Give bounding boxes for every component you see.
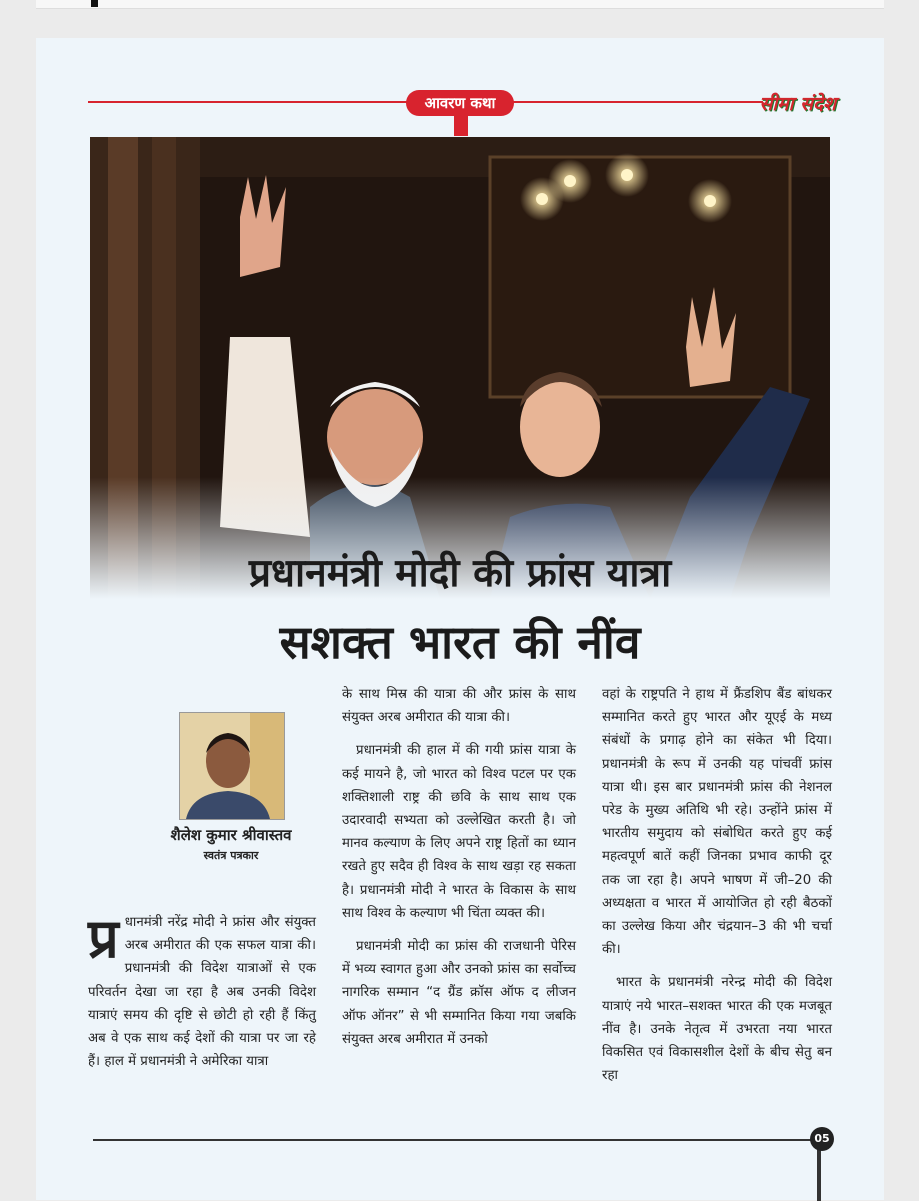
article-column-1 (88, 906, 316, 1083)
headline-line-2: सशक्त भारत की नींव (279, 615, 641, 669)
section-tag-stem (454, 112, 468, 136)
article-paragraph: के साथ मिस्र की यात्रा की और फ्रांस के साथ संयुक्त अरब अमीरात की यात्रा की। (342, 687, 576, 726)
footer-rule (93, 1139, 815, 1141)
cover-photo (90, 137, 830, 599)
magazine-page (36, 38, 884, 1200)
previous-page-edge (36, 0, 884, 9)
brand-logo: सीमा संदेश (759, 93, 836, 115)
author-role: स्वतंत्र पत्रकार (203, 849, 259, 862)
article-paragraph: भारत के प्रधानमंत्री नरेन्द्र मोदी की विदेश यात्राएं नये भारत–सशक्त भारत की एक मजबूत नींव है। उनके नेतृत्व में उभरता नया भारत विकसित एवं विकासशील देशों के बीच सेतु बन रहा (602, 975, 832, 1084)
headline-line-1: प्रधानमंत्री मोदी की फ्रांस यात्रा (248, 550, 672, 596)
article-paragraph (88, 906, 316, 1073)
page-edge-mark (91, 0, 98, 7)
article-paragraph: प्रधानमंत्री की हाल में की गयी फ्रांस यात्रा के कई मायने है, जो भारत को विश्व पटल पर एक शक्तिशाली राष्ट्र की छवि के साथ साथ एक उदारवादी सभ्यता को उल्लेखित करती है। जो मानव कल्याण के लिए अपने राष्ट्र हितों का ध्यान रखते हुए सदैव ही विश्व के साथ खड़ा रह सकता है। प्रधानमंत्री मोदी ने भारत के विकास के साथ साथ विश्व के कल्याण भी चिंता व्यक्त की। (342, 743, 576, 921)
drop-cap: प्र (88, 906, 119, 970)
paragraph-text: धानमंत्री नरेंद्र मोदी ने फ्रांस और संयुक्त अरब अमीरात की एक सफल यात्रा की। प्रधानमंत्री की विदेश यात्राओं से एक परिवर्तन देखा जा रहा है अब उनकी विदेश यात्राएं समय की दृष्टि से छोटी हो रही हैं किंतु अब वे एक साथ कई देशों की यात्रा पर जा रहे हैं। हाल में प्रधानमंत्री ने अमेरिका यात्रा (88, 915, 316, 1070)
section-tag: आवरण कथा (406, 90, 514, 116)
article-paragraph: प्रधानमंत्री मोदी का फ्रांस की राजधानी पेरिस में भव्य स्वागत हुआ और उनको फ्रांस का सर्वोच्च नागरिक सम्मान “द ग्रैंड क्रॉस ऑफ द लीजन ऑफ ऑनर” से भी सम्मानित किया गया जबकि संयुक्त अरब अमीरात में उनको (342, 939, 576, 1047)
article-column-3 (602, 683, 832, 1097)
article-paragraph: वहां के राष्ट्रपति ने हाथ में फ्रैंडशिप बैंड बांधकर सम्मानित करते हुए भारत और यूएई के मध्य संबंधों के प्रगाढ़ होने का संकेत भी दिया। प्रधानमंत्री के रूप में उनकी यह पांचवीं फ्रांस यात्रा थी। इस बार प्रधानमंत्री फ्रांस की नेशनल परेड के मुख्य अतिथि भी रहे। उन्होंने फ्रांस में भारतीय समुदाय को संबोधित करते हुए कई महत्वपूर्ण बातें कहीं जिनका प्रभाव काफी दूर तक जा रहा है। अपने भाषण में जी–20 की अध्यक्षता व भारत में आयोजित हो रही बैठकों का उल्लेख किया और चंद्रयान–3 की भी चर्चा की। (602, 687, 832, 958)
author-name: शैलेश कुमार श्रीवास्तव (170, 826, 292, 844)
author-avatar-illustration (180, 713, 284, 819)
page-number: 05 (810, 1127, 834, 1151)
author-photo (179, 712, 285, 820)
cover-photo-illustration (90, 137, 830, 599)
article-column-2 (342, 683, 576, 1061)
